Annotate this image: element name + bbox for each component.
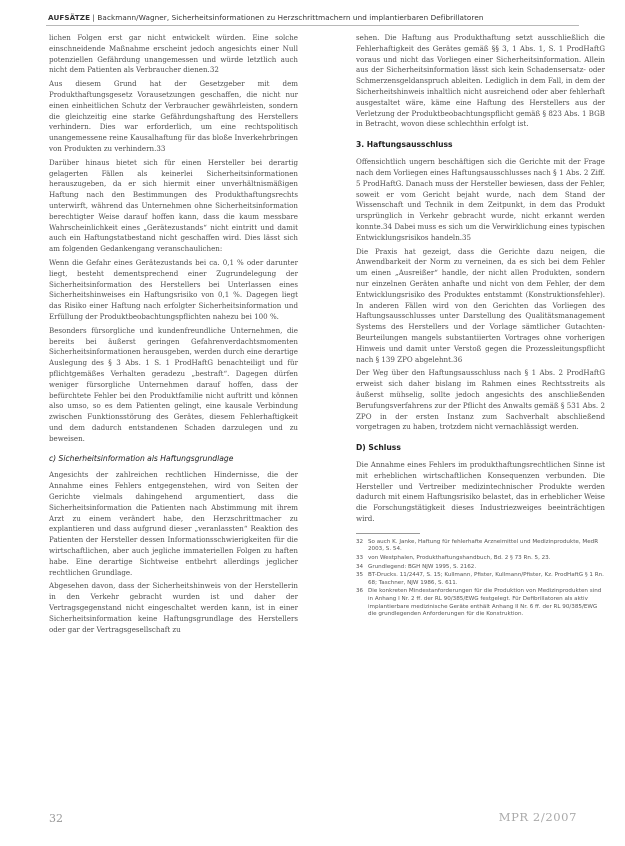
header-title: Backmann/Wagner, Sicherheitsinformationen zu Herzschrittmachern und implantierbaren Defibrillatoren — [97, 13, 484, 22]
footnote-number: 35 — [356, 572, 364, 579]
footnote-number: 33 — [356, 555, 364, 562]
journal-issue: MPR 2/2007 — [498, 810, 577, 824]
footnote-number: 34 — [356, 563, 364, 570]
paragraph: Darüber hinaus bietet sich für einen Hersteller bei derartig gelagerten Fällen als keinerlei Sicherheitsinformationen herauszugeben, da er sich hiermit einer unverhältnismäßigen Haftung nach den Bestimmungen des Produkthaftungsrechts unterwirft, während das Unternehmen ohne Sicherheitsinformation berechtigter Weise darauf hoffen kann, dass die kaum messbare Wahrscheinlichkeit eines „Gerätezustands“ nicht eintritt und damit auch ein Haftungstatbestand nicht geschaffen wird. Dies lässt sich am folgenden Gedankengang veranschaulichen: — [49, 157, 298, 254]
footnote-text: von Westphalen, Produkthaftungshandbuch, Bd. 2 § 73 Rn. 5, 23. — [368, 555, 551, 562]
paragraph: sehen. Die Haftung aus Produkthaftung setzt ausschließlich die Fehlerhaftigkeit des Gerätes gemäß §§ 3, 1 Abs. 1, S. 1 ProdHaftG voraus und nicht das Vorliegen einer Sicherheitsinformation. Allein aus der Sicherheitsinformation lässt sich kein Schadensersatz- oder Schmerzensgeldanspruch ableiten. Lediglich in dem Fall, in dem der Sicherheitshinweis inhaltlich nicht ausreichend oder aber fehlerhaft ausgestaltet wäre, käme eine Haftung des Herstellers aus der Verletzung der Produktbeobachtungspflicht gemäß § 823 Abs. 1 BGB in Betracht, wovon diese schlechthin erfolgt ist. — [356, 33, 605, 129]
paragraph: Besonders fürsorgliche und kundenfreundliche Unternehmen, die bereits bei äußerst geringen Gefahrenverdachtsmomenten Sicherheitsinformationen herausgeben, werden durch eine derartige Auslegung des § 3 Abs. 1 S. 1 ProdHaftG benachteiligt und für pflichtgemäßes Verhalten geradezu „bestraft“. Dagegen dürfen weniger fürsorgliche Unternehmen darauf hoffen, dass der befürchtete Fehler bei den Produktfamilie nicht auftritt und können also umso, so es dem Patienten gelingt, eine kausale Verbindung zwischen Funktionsstörung des Gerätes, diesem Fehlerhaftigkeit und dem dadurch entstandenen Schaden darzulegen und zu beweisen. — [49, 325, 298, 443]
footnote-number: 36 — [356, 588, 364, 595]
paragraph: Abgesehen davon, dass der Sicherheitshinweis von der Herstellerin in den Verkehr gebracht wurden ist und daher der Vertragsgegenstand nicht eingeschaltet werden kann, ist in einer Sicherheitsinformation keine Haftungsgrundlage des Herstellers oder gar der Vertragsgesellschaft zu — [49, 581, 298, 634]
section-heading: 3. Haftungsausschluss — [356, 140, 453, 150]
header-section: AUFSÄTZE — [48, 13, 91, 22]
running-header — [0, 0, 625, 36]
paragraph: Angesichts der zahlreichen rechtlichen Hindernisse, die der Annahme eines Fehlers entgegenstehen, wird von Seiten der Gerichte vielmals dahingehend argumentiert, dass die Sicherheitsinformation die Patienten nach Abstimmung mit ihrem Arzt zu einem verändert habe, den Herzschrittmacher zu explantieren und dass aufgrund dieser „veranlassten“ Reaktion des Patienten der Hersteller dessen Informationsschwierigkeiten für die wirtschaftlichen, aber auch jegliche immateriellen Folgen zu haften habe. Eine derartige Sichtweise entbehrt allerdings jeglicher rechtlichen Grundlage. — [49, 470, 298, 577]
footnote — [356, 588, 605, 618]
paragraph: Aus diesem Grund hat der Gesetzgeber mit dem Produkthaftungsgesetz Vorausetzungen geschaffen, die nicht nur einen einheitlichen Schutz der Verbraucher gewährleisten, sondern die gleichzeitig eine starke Gefährdungshaftung des Herstellers verhindern. Dies war erforderlich, um eine rechtspolitisch unangemessene reine Kausalhaftung für das bloße Inverkehrbringen von Produkten zu verhindern.33 — [49, 79, 298, 153]
footnote-number: 32 — [356, 538, 364, 545]
paragraph: lichen Folgen erst gar nicht entwickelt würden. Eine solche einschneidende Maßnahme erscheint jedoch angesichts einer Null potenziellen Gefährdung unangemessen und würde letztlich auch nicht dem Patienten als Verbraucher dienen.32 — [49, 33, 298, 75]
paragraph: Wenn die Gefahr eines Gerätezustands bei ca. 0,1 % oder darunter liegt, besteht dementsprechend einer Zugrundelegung der Sicherheitsinformation des Herstellers bei Unterlassen eines Sicherheitshinweises ein Haftungsrisiko von 0,1 %. Dagegen liegt das Risiko einer Haftung nach erfolgter Sicherheitsinformation und Erfüllung der Produktbeobachtungspflichten nahezu bei 100 %. — [49, 257, 298, 321]
header-label — [48, 13, 484, 22]
footnote — [356, 539, 605, 554]
footnote-text: BT-Drucks. 11/2447, S. 15; Kullmann, Pfister, Kullmann/Pfister, Kz. ProdHaftG § 1 Rn. 68; Taschner, NJW 1986, S. 611. — [368, 572, 604, 586]
footnote — [356, 564, 605, 572]
page-number: 32 — [49, 812, 63, 825]
paragraph: Die Praxis hat gezeigt, dass die Gerichte dazu neigen, die Anwendbarkeit der Norm zu verneinen, da es sich bei dem Fehler um einen „Ausreißer“ handle, der nicht allen Produkten, sondern nur einzelnen Geräten anhafte und nicht von dem Fehler, der dem Entwicklungsrisiko des Produktes entstammt (Konstruktionsfehler). In anderen Fällen wird von den Gerichten das Vorliegen des Haftungsausschlusses unter Darstellung des Qualitätsmanagement Systems des Herstellers und der Vorlage sämtlicher Gutachten-Beurteilungen mangels substantiierten Vortrages ohne vorherigen Hinweis und damit unter Verstoß gegen die Prozessleitungspflicht nach § 139 ZPO abgelehnt.36 — [356, 246, 605, 364]
footnote-text: Die konkreten Mindestanforderungen für die Produktion von Medizinprodukten sind in Anhang I Nr. 2 ff. der RL 90/385/EWG festgelegt. Für Defibrillatoren als aktiv implantierbare medizinische Geräte enthält Anhang II Nr. 6 ff. der RL 90/385/EWG die grundlegenden Anforderungen für die Konstruktion. — [368, 588, 602, 618]
paragraph: Die Annahme eines Fehlers im produkthaftungsrechtlichen Sinne ist mit erheblichen wirtschaftlichen Konsequenzen verbunden. Die Hersteller und Vertreiber medizintechnischer Produkte werden dadurch mit einem Haftungsrisiko belastet, das in erheblicher Weise die Forschungstätigkeit dieses Industriezweiges beeinträchtigen wird. — [356, 460, 605, 524]
paragraph: Der Weg über den Haftungsausschluss nach § 1 Abs. 2 ProdHaftG erweist sich daher bislang im Rahmen eines Rechtsstreits als äußerst mühselig, sollte jedoch angesichts des anschließenden Berufungsverfahrens zur der Pflicht des Anwalts gemäß § 531 Abs. 2 ZPO in der ersten Instanz zum Sachverhalt abschließend vorgetragen zu haben, trotzdem nicht vernachlässigt werden. — [356, 368, 605, 432]
subheading: c) Sicherheitsinformation als Haftungsgrundlage — [49, 454, 234, 464]
header-separator: | — [92, 13, 96, 22]
header-rule — [46, 25, 579, 26]
footnote-text: So auch K. Janke, Haftung für fehlerhafte Arzneimittel und Medizinprodukte, MedR 2003, S. 54. — [368, 538, 599, 553]
right-column — [356, 33, 605, 620]
left-column — [49, 33, 298, 638]
section-heading: D) Schluss — [356, 443, 401, 453]
footnote-rule — [356, 533, 420, 534]
footnote — [356, 555, 605, 563]
paragraph: Offensichtlich ungern beschäftigen sich die Gerichte mit der Frage nach dem Vorliegen eines Haftungsausschlusses nach § 1 Abs. 2 Ziff. 5 ProdHaftG. Danach muss der Hersteller bewiesen, dass der Fehler, soweit er vom Gericht bejaht wurde, nach dem Stand der Wissenschaft und Technik in dem Zeitpunkt, in dem das Produkt ursprünglich in Verkehr gebracht wurde, nicht erkannt werden konnte.34 Dabei muss es sich um die Verwirklichung eines typischen Entwicklungsrisikos handeln.35 — [356, 157, 605, 242]
footnote — [356, 572, 605, 587]
footnote-text: Grundlegend: BGH NJW 1995, S. 2162. — [368, 563, 477, 570]
